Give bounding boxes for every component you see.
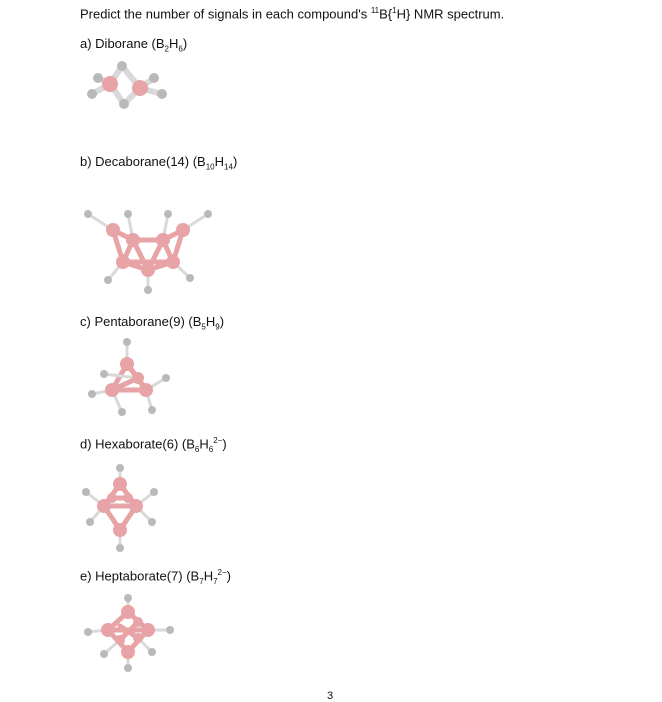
item-label-diborane: a) Diborane $(B_2H_6)$: [80, 36, 188, 54]
hexaborate-molecule-image: [72, 462, 172, 554]
item-label-decaborane: b) Decaborane(14) $(B_{10}H_{14})$: [80, 154, 238, 172]
question-header: Predict the number of signals in each compound's $^{11}$B{$^1$H} NMR spectrum.: [80, 6, 505, 22]
item-label-hexaborate: d) Hexaborate(6) $(B_6H_6^{2-})$: [80, 436, 227, 454]
page-number: 3: [327, 690, 334, 702]
diborane-molecule-image: [80, 52, 180, 112]
decaborane-molecule-image: [78, 200, 218, 300]
item-label-pentaborane: c) Pentaborane(9) $(B_5H_9)$: [80, 314, 225, 332]
pentaborane-molecule-image: [82, 334, 182, 424]
heptaborate-molecule-image: [80, 594, 180, 672]
item-label-heptaborate: e) Heptaborate(7) $(B_7H_7^{2-})$: [80, 568, 231, 586]
